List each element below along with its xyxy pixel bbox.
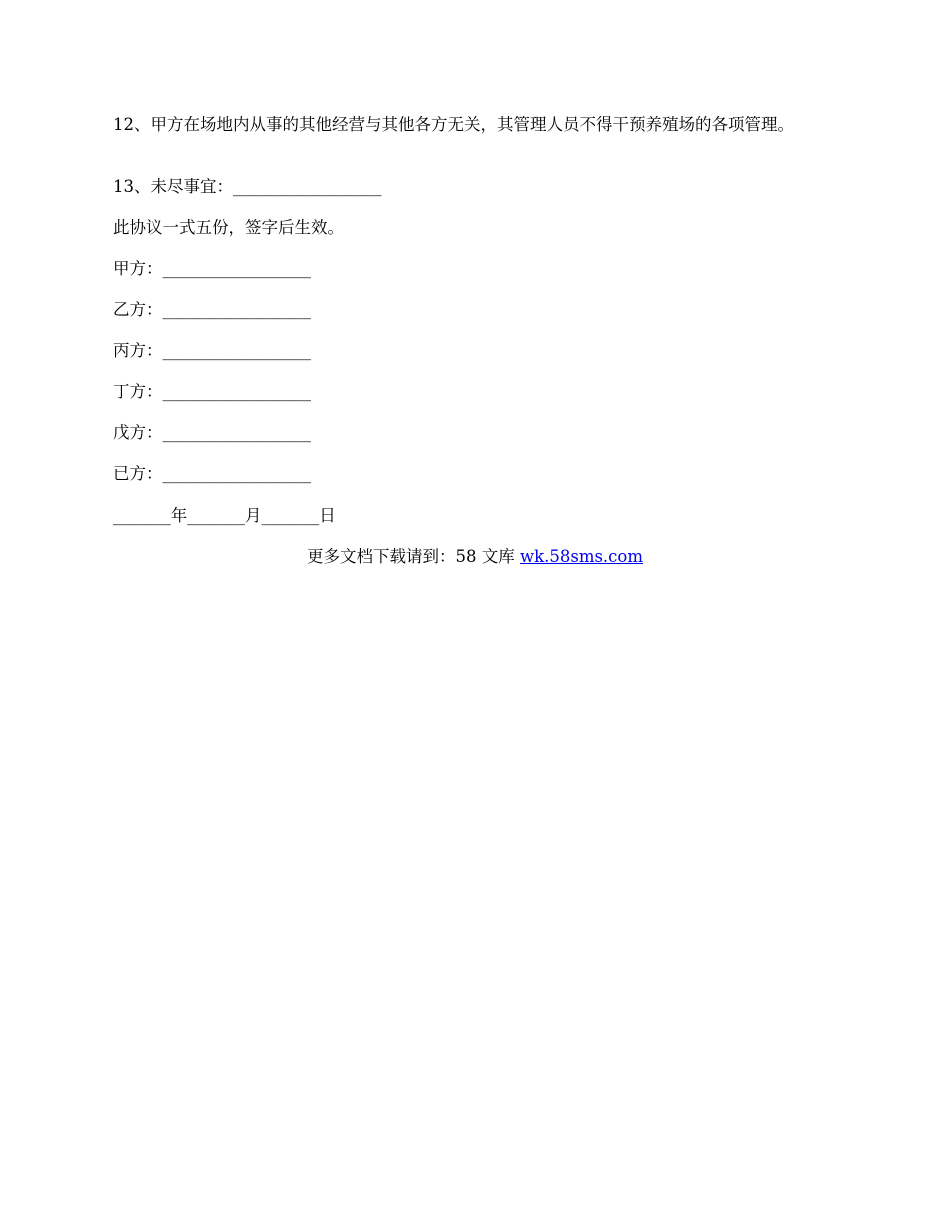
clause-12: 12、甲方在场地内从事的其他经营与其他各方无关，其管理人员不得干预养殖场的各项管理。 bbox=[113, 115, 794, 134]
date-line: _______年_______月_______日 bbox=[113, 506, 336, 525]
clause-13: 13、未尽事宜：__________________ bbox=[113, 177, 382, 196]
signature-line-party-b: 乙方：__________________ bbox=[113, 300, 311, 319]
effect-note: 此协议一式五份，签字后生效。 bbox=[113, 218, 344, 237]
footer-link[interactable]: wk.58sms.com bbox=[519, 547, 643, 566]
signature-line-party-d: 丁方：__________________ bbox=[113, 382, 311, 401]
signature-line-party-e: 戊方：__________________ bbox=[113, 423, 311, 442]
signature-line-party-a: 甲方：__________________ bbox=[113, 259, 311, 278]
signature-line-party-c: 丙方：__________________ bbox=[113, 341, 311, 360]
signature-line-party-f: 已方：__________________ bbox=[113, 464, 311, 483]
footer-prefix: 更多文档下载请到：58 文库 bbox=[306, 547, 520, 566]
footer-download-note bbox=[0, 546, 950, 568]
